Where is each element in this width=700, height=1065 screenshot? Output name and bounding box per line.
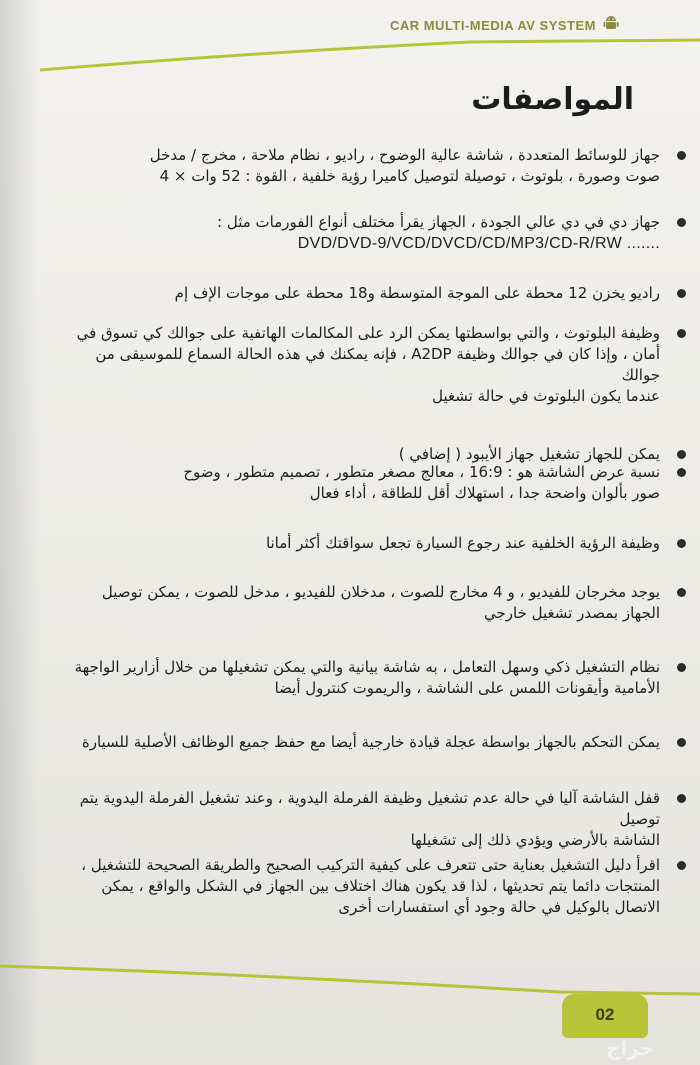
bullet-icon xyxy=(677,588,686,597)
bullet-icon xyxy=(677,794,686,803)
spec-item xyxy=(60,788,660,851)
page-number: 02 xyxy=(595,1005,615,1024)
spec-line: نسبة عرض الشاشة هو : 16:9 ، معالج مصغر متطور ، تصميم متطور ، وضوح xyxy=(183,463,660,481)
spec-item xyxy=(60,462,660,504)
spec-line: قفل الشاشة آليا في حالة عدم تشغيل وظيفة الفرملة اليدوية ، وعند تشغيل الفرملة اليدوية يتم توصيل xyxy=(79,789,660,828)
bullet-icon xyxy=(677,329,686,338)
spec-line: يمكن للجهاز تشغيل جهاز الأيبود ( إضافي ) xyxy=(398,445,660,463)
bullet-icon xyxy=(677,738,686,747)
spec-line: نظام التشغيل ذكي وسهل التعامل ، به شاشة بيانية والتي يمكن تشغيلها من خلال أزارير الواجهة xyxy=(74,658,660,676)
spec-line: صوت وصورة ، بلوتوث ، توصيلة لتوصيل كاميرا رؤية خلفية ، القوة : 52 وات × 4 xyxy=(159,167,660,185)
spec-item xyxy=(60,145,660,187)
spec-item xyxy=(60,732,660,753)
spec-item xyxy=(60,533,660,554)
page-edge-shadow xyxy=(0,0,40,1065)
bullet-icon xyxy=(677,450,686,459)
watermark-logo: حراج xyxy=(606,1036,655,1060)
spec-line: أمان ، وإذا كان في جوالك وظيفة A2DP ، فإنه يمكنك في هذه الحالة السماع للموسيقى من جوالك xyxy=(95,345,660,384)
bullet-icon xyxy=(677,861,686,870)
spec-line: يمكن التحكم بالجهاز بواسطة عجلة قيادة خارجية أيضا مع حفظ جميع الوظائف الأصلية للسيارة xyxy=(81,733,660,751)
spec-line: راديو يخزن 12 محطة على الموجة المتوسطة و18 محطة على موجات الإف إم xyxy=(174,284,660,302)
spec-line: اقرأ دليل التشغيل بعناية حتى تتعرف على كيفية التركيب الصحيح والطريقة الصحيحة للتشغيل ، xyxy=(81,856,660,874)
spec-line: صور بألوان واضحة جدا ، استهلاك أقل للطاقة ، أداء فعال xyxy=(309,484,660,502)
formats-list: DVD/DVD-9/VCD/DVCD/CD/MP3/CD-R/RW ....... xyxy=(297,235,660,252)
spec-line: وظيفة البلوتوث ، والتي بواسطتها يمكن الرد على المكالمات الهاتفية على جوالك كي تسوق في xyxy=(76,324,660,342)
spec-line: الأمامية وأيقونات اللمس على الشاشة ، والريموت كنترول أيضا xyxy=(274,679,660,697)
spec-line: الشاشة بالأرضي ويؤدي ذلك إلى تشغيلها xyxy=(410,831,660,849)
spec-line: وظيفة الرؤية الخلفية عند رجوع السيارة تجعل سواقتك أكثر أمانا xyxy=(265,534,660,552)
spec-line: عندما يكون البلوتوث في حالة تشغيل xyxy=(432,387,660,405)
spec-line: المنتجات دائما يتم تحديثها ، لذا قد يكون هناك اختلاف بين الجهاز في الشكل والواقع ، يمكن xyxy=(101,877,660,895)
spec-item xyxy=(60,323,660,407)
spec-line: الجهاز بمصدر تشغيل خارجي xyxy=(484,604,660,622)
bullet-icon xyxy=(677,468,686,477)
spec-item xyxy=(60,582,660,624)
spec-item xyxy=(60,657,660,699)
bullet-icon xyxy=(677,289,686,298)
bullet-icon xyxy=(677,218,686,227)
bullet-icon xyxy=(677,663,686,672)
header-divider xyxy=(0,0,700,80)
spec-line: جهاز للوسائط المتعددة ، شاشة عالية الوضوح ، راديو ، نظام ملاحة ، مخرج / مدخل xyxy=(149,146,660,164)
spec-item xyxy=(60,855,660,918)
spec-line: يوجد مخرجان للفيديو ، و 4 مخارج للصوت ، مدخلان للفيديو ، مدخل للصوت ، يمكن توصيل xyxy=(101,583,660,601)
spec-line: جهاز دي في دي عالي الجودة ، الجهاز يقرأ مختلف أنواع الفورمات مثل : xyxy=(217,213,660,231)
spec-line: الاتصال بالوكيل في حالة وجود أي استفسارات أخرى xyxy=(338,898,660,916)
spec-item xyxy=(60,283,660,304)
page-title: المواصفات xyxy=(471,82,634,117)
bullet-icon xyxy=(677,539,686,548)
spec-item xyxy=(60,212,660,254)
bullet-icon xyxy=(677,151,686,160)
system-title: CAR MULTI-MEDIA AV SYSTEM xyxy=(389,18,596,33)
